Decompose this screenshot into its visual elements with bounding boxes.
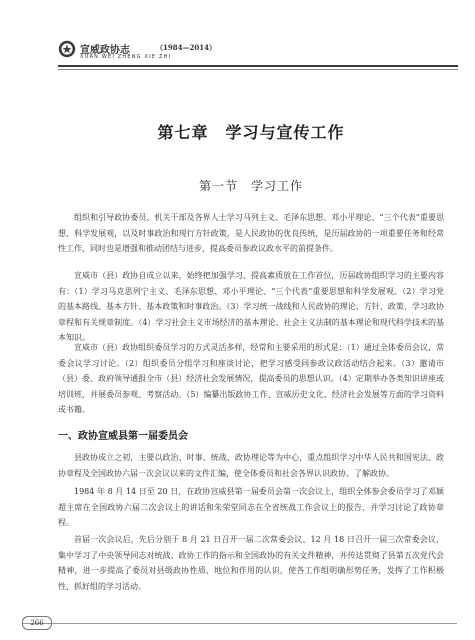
section-title: 第一节 学习工作 [198,179,303,193]
paragraph: 宣威市（县）政协组织委员学习的方式灵活多样，经常和主要采用的形式是：（1）通过全体委员会议、常委会议学习讨论。（2）组织委员分组学习和座谈讨论，把学习感受同参政议政活动结合起来。（3）邀请市（县）委、政府领导通报全市（县）经济社会发展情况，提高委员的思想认识。（4）定期举办各类知识讲座或培训班，并展委员参观、考察活动。（5）编纂出版政协工作、宣威历史文化、经济社会发展等方面的学习资料或书籍。 [58,343,444,414]
book-years: （1984—2014） [156,43,216,52]
cppcc-emblem-icon [58,40,76,58]
paragraph: 组织和引导政协委员、机关干部及各界人士学习马列主义、毛泽东思想、邓小平理论、“三个代表”重要思想、科学发展观，以及时事政治和现行方针政策，是人民政协的优良传统，是历届政协的一项重要任务和经常性工作，同时也是增强和推动团结与进步，提高委员参政议政水平的前提条件。 [58,213,444,253]
paragraph: 县政协成立之初，主要以政治、时事、统战、政协理论等为中心，重点组织学习中华人民共和国宪法、政协章程及全国政协六届一次会议以来的文件汇编，使全体委员和社会各界认识政协、了解政协。 [58,453,444,478]
paragraph: 宣威市（县）政协自成立以来，始终把加强学习、提高素质放在工作首位，历届政协组织学习的主要内容有：（1）学习马克思列宁主义、毛泽东思想、邓小平理论、“三个代表”重要思想和科学发展观。（2）学习党的基本路线、基本方针、基本政策和时事政治。（3）学习统一战线和人民政协的理论、方针、政策、学习政协章程和有关规章制度。（4）学习社会主义市场经济的基本理论、社会主义法制的基本理论和现代科学技术的基本知识。 [58,271,444,342]
header-rule [58,65,458,67]
subsection-heading: 一、政协宣威县第一届委员会 [58,431,188,442]
footer-rule [22,623,457,624]
paragraph: 1984 年 8 月 14 日至 20 日，在政协宣威县第一届委员会第一次会议上，组织全体参会委员学习了邓颖超主席在全国政协六届二次会议上的讲话和朱荣堂同志在全省统战工作会议上的报告，并学习讨论了政协章程。 [58,487,444,527]
paragraph: 首届一次会议后，先后分别于 8 月 21 日召开一届二次常委会议、12 月 18 日召开一届三次常委会议，集中学习了中央领导同志对统战、政协工作的指示和全国政协的有关文件精神，并传达贯彻了县第五次党代会精神，进一步提高了委员对县级政协性质、地位和作用的认识，使各工作组明确形势任务，发挥了工作积极性，抓好组的学习活动。 [58,535,444,591]
book-title: 宣威政协志 [80,45,130,56]
chapter-title: 第七章 学习与宣传工作 [157,123,345,142]
header-rule-thin [58,69,458,70]
running-header [58,40,458,74]
book-pinyin: XUAN WEI ZHENG XIE ZHI [80,54,172,60]
page-number: 266 [22,616,52,630]
